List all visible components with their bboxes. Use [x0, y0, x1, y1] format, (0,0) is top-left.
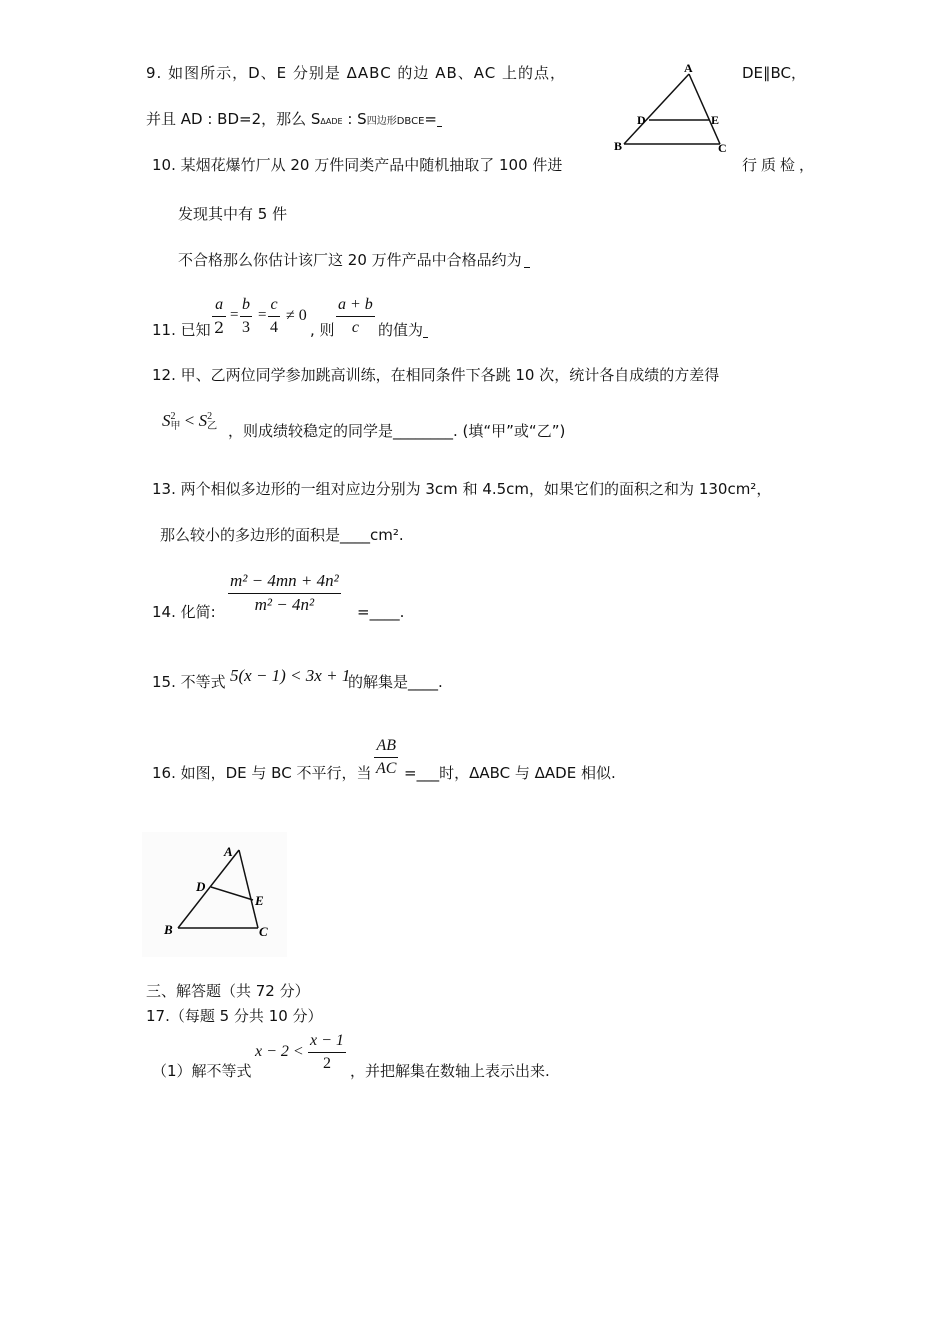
q16-fraction: [374, 737, 398, 777]
q9-sub-ade: ΔADE: [320, 117, 343, 126]
q9-sub-quad: 四边形DBCE: [366, 116, 425, 127]
q12-line2: ，则成绩较稳定的同学是________. (填“甲”或“乙”): [228, 422, 566, 440]
q10-line3-text: 不合格那么你估计该厂这 20 万件产品中合格品约为: [178, 251, 522, 269]
q9-text-b: DE∥BC，: [742, 64, 807, 82]
q9-label-b: B: [614, 139, 623, 153]
q9-line2: [146, 112, 442, 127]
section3-title: 三、解答题（共 72 分）: [146, 982, 310, 1000]
q11-c-den: c: [351, 318, 359, 336]
q9-label-c: C: [718, 141, 727, 155]
q11-neq: ≠ 0: [286, 307, 307, 324]
q17-1-prefix: （1）解不等式: [152, 1062, 252, 1080]
q9-triangle-figure: [610, 58, 740, 158]
q16-label-d: D: [196, 879, 206, 894]
q10-line1: 10. 某烟花爆竹厂从 20 万件同类产品中随机抽取了 100 件进: [152, 156, 563, 174]
q12-s1: S: [162, 411, 171, 430]
q11-frac-b3: [240, 296, 252, 336]
q14-denominator: m² − 4n²: [254, 594, 315, 614]
q11-suffix-wrap: [378, 323, 428, 338]
q11-c: c: [270, 296, 278, 313]
q9-label-e: E: [711, 113, 720, 127]
q12-line1: 12. 甲、乙两位同学参加跳高训练，在相同条件下各跳 10 次，统计各自成绩的方差得: [152, 366, 720, 384]
q9-text-colon: : S: [342, 110, 367, 128]
q16-label-e: E: [255, 893, 264, 908]
q11-d4: 4: [270, 318, 278, 336]
q10-answer-blank[interactable]: [524, 267, 530, 268]
q11-frac-apb-c: [336, 296, 375, 336]
q10-line2: 发现其中有 5 件: [178, 205, 288, 223]
q11-b: b: [242, 296, 250, 313]
q13-line2-a: 那么较小的多边形的面积是: [160, 526, 341, 544]
q9-label-a: A: [684, 61, 693, 75]
q9-text-a: 9. 如图所示，D、E 分别是 ΔABC 的边 AB、AC 上的点，: [146, 64, 566, 82]
q16-den: AC: [376, 759, 397, 777]
q9-side-ab: [624, 74, 689, 144]
q11-d2: 2: [214, 317, 225, 337]
q10-line3: [178, 253, 530, 268]
q16-num: AB: [376, 737, 396, 754]
q11-d3: 3: [242, 318, 250, 336]
q14-fraction: [228, 572, 341, 614]
q13-line1: 13. 两个相似多边形的一组对应边分别为 3cm 和 4.5cm，如果它们的面积之和为 130cm²，: [152, 480, 772, 498]
q16-prefix: 16. 如图，DE 与 BC 不平行，当: [152, 764, 372, 782]
q13-line2: [160, 528, 404, 543]
q9-label-d: D: [637, 113, 646, 127]
q12-lt: <: [184, 411, 195, 430]
q15-expr: 5(x − 1) < 3x + 1: [230, 666, 351, 685]
q15-prefix: 15. 不等式: [152, 673, 226, 691]
q9-text-c: 并且 AD : BD=2，那么 S: [146, 110, 321, 128]
q12-variance-expr: [162, 412, 217, 432]
q16-triangle-figure: [142, 832, 287, 957]
q9-side-ac: [689, 74, 720, 144]
q16-label-b: B: [164, 922, 173, 937]
q12-sup1: 2: [170, 411, 176, 423]
q12-sub1: 甲: [170, 421, 181, 433]
q11-prefix: 11. 已知: [152, 321, 211, 339]
q17-1-suffix: ，并把解集在数轴上表示出来.: [350, 1062, 550, 1080]
q11-eq2: =: [258, 307, 267, 323]
q17-1-lhs: x − 2 <: [255, 1043, 304, 1060]
q11-eq1: =: [230, 307, 239, 323]
q15-suffix[interactable]: 的解集是____.: [348, 673, 443, 691]
q10-line1-tail: 行质检，: [742, 156, 819, 174]
q11-answer-blank[interactable]: [423, 337, 428, 338]
q9-text-eq: =: [424, 110, 437, 128]
q14-prefix: 14. 化简:: [152, 603, 216, 621]
q12-sub2: 乙: [207, 421, 218, 433]
q17-1-fraction: [308, 1032, 346, 1072]
q11-frac-c4: [268, 296, 280, 336]
q13-answer-blank[interactable]: ____: [340, 526, 371, 544]
q11-suffix: 的值为: [378, 321, 424, 339]
q17-1-num: x − 1: [310, 1032, 344, 1049]
q11-a: a: [215, 296, 224, 313]
q13-line2-b: cm².: [370, 526, 404, 544]
q17-1-den: 2: [322, 1054, 331, 1072]
q12-sup2: 2: [207, 411, 213, 423]
q11-apb: a + b: [338, 296, 373, 313]
q14-numerator: m² − 4mn + 4n²: [230, 571, 339, 590]
q11-mid: , 则: [310, 321, 335, 339]
q16-label-c: C: [259, 924, 268, 939]
q12-s2: S: [198, 411, 208, 430]
q14-suffix[interactable]: =____.: [357, 603, 405, 621]
q9-answer-blank[interactable]: [437, 126, 442, 127]
q16-suffix[interactable]: =___时，ΔABC 与 ΔADE 相似.: [404, 764, 616, 782]
q17-header: 17.（每题 5 分共 10 分）: [146, 1007, 323, 1025]
q11-frac-a2: [212, 296, 226, 336]
q16-label-a: A: [224, 844, 233, 859]
